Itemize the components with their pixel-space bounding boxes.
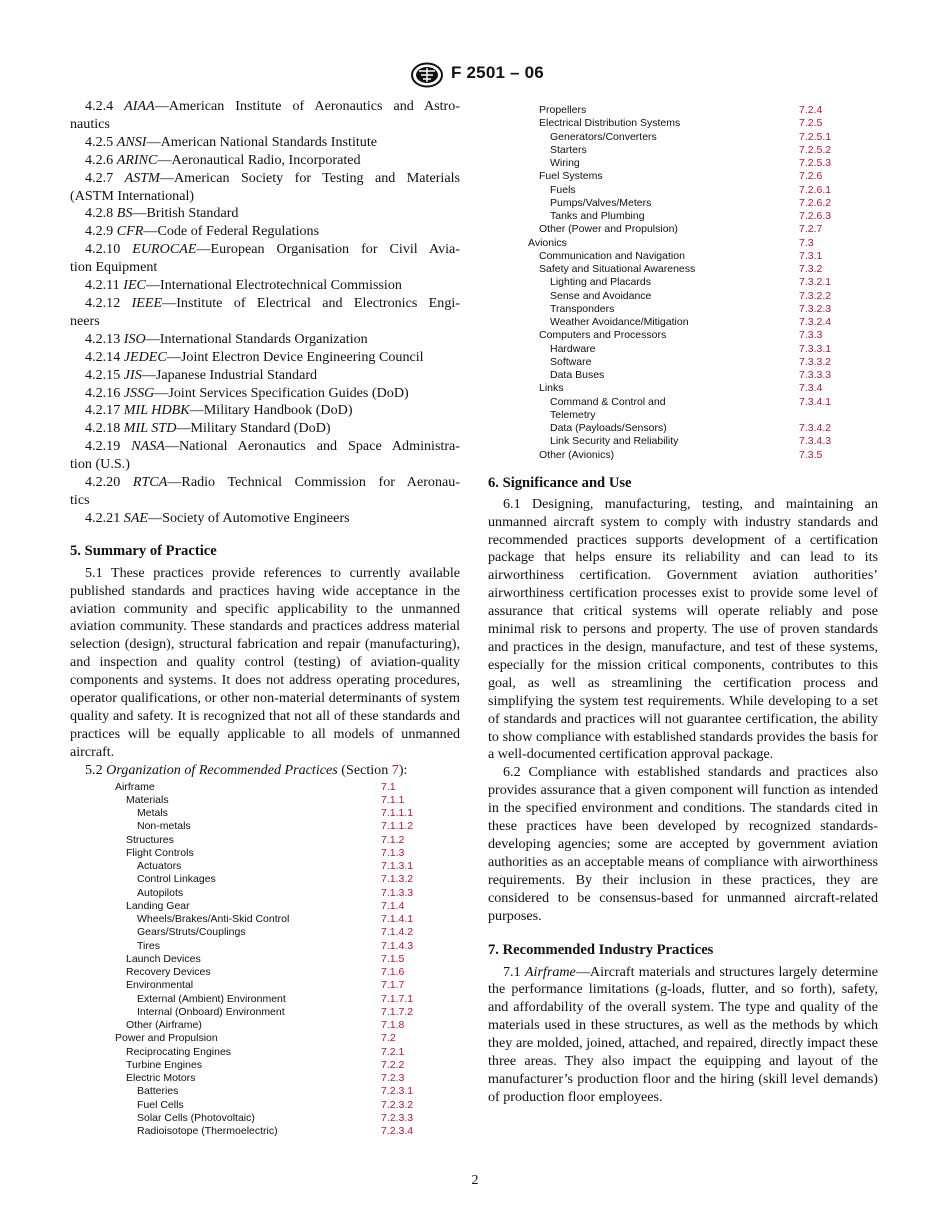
toc-label: Metals <box>137 807 168 820</box>
toc-row <box>488 316 878 329</box>
astm-logo-icon <box>410 62 444 88</box>
abbreviation-definition: —Joint Electron Device Engineering Council <box>166 348 424 365</box>
abbreviation-definition: —Society of Automotive Engineers <box>148 509 350 526</box>
toc-section-link[interactable]: 7.1.4.3 <box>381 939 414 952</box>
abbreviation-item <box>70 420 460 438</box>
toc-row <box>488 382 878 395</box>
toc-label: Software <box>550 355 592 368</box>
paragraph-text: (Section <box>341 761 392 778</box>
abbreviation-definition: —International Standards Organization <box>145 330 368 347</box>
toc-section-link[interactable]: 7.3.4.3 <box>799 435 832 448</box>
toc-row <box>488 237 878 250</box>
toc-row <box>488 369 878 382</box>
toc-row <box>488 104 878 117</box>
toc-row <box>488 144 878 157</box>
toc-section-link[interactable]: 7.3.2.4 <box>799 316 832 328</box>
toc-row <box>70 887 460 900</box>
toc-label: Computers and Processors <box>539 329 667 342</box>
toc-section-link[interactable]: 7.1.7.2 <box>381 1005 414 1018</box>
paragraph-6-1: 6.1 Designing, manufacturing, testing, and maintaining an unmanned aircraft system to comply with industry standards and recommended practices supports development of a certification package that helps ensure its reliability and can lead to its airworthiness certification. Government aviation authorities’ airworthiness certification processes exist to provide some level of assurance that critical systems will operate reliably and pose minimal risk to persons and property. The use of proven standards and practices in the design, manufacture, and test of these systems, especially for the mission critical components, contributes to this goal, as well as streamlining the certification process and simplifying the system test requirements. While developing to a set of standards and practices will not guarantee certification, the ability to show compliance with established standards provides the basis for a well-documented certification approval package. <box>488 495 878 763</box>
toc-row <box>70 1046 460 1059</box>
abbreviation-item <box>70 134 460 152</box>
toc-row <box>488 329 878 342</box>
abbreviation-item <box>70 152 460 170</box>
abbreviation-line <box>70 420 460 438</box>
abbreviation-term: EUROCAE <box>132 241 197 258</box>
toc-row <box>70 900 460 913</box>
toc-label: Fuels <box>550 183 576 196</box>
abbreviation-term: ARINC <box>116 151 158 168</box>
toc-section-link[interactable]: 7.3.5 <box>799 448 823 461</box>
abbreviation-line <box>70 152 460 170</box>
toc-label: Link Security and Reliability <box>550 435 679 448</box>
abbreviation-term: ANSI <box>116 133 147 150</box>
abbreviation-number: 4.2.17 <box>85 402 121 419</box>
paragraph-5-2 <box>70 762 460 780</box>
toc-label: Solar Cells (Photovoltaic) <box>137 1111 255 1124</box>
paragraph-5-1: 5.1 These practices provide references to currently available published standards and practices having wide acceptance in the aviation community and specific applicability to the unmanned aviation community. These standards and practices address material selection (design), structural fabrication and repair (manufacturing), and inspection and quality control (testing) of aviation-quality components and systems. It does not address operating procedures, operator qualifications, or other non-material determinants of system quality and safety. It is recognized that not all of these standards and practices will be equally applicable to all models of unmanned aircraft. <box>70 564 460 760</box>
toc-section-link[interactable]: 7.1.1 <box>381 793 405 806</box>
toc-label: Electric Motors <box>126 1072 196 1085</box>
abbreviation-definition: —National Aeronautics and Space Administra- <box>164 438 460 455</box>
toc-row <box>70 1006 460 1019</box>
toc-section-link[interactable]: 7.2.5 <box>799 117 823 130</box>
toc-label: Avionics <box>528 236 567 249</box>
abbreviation-definition: —European Organisation for Civil Avia- <box>196 241 460 258</box>
toc-section-link[interactable]: 7.2 <box>381 1032 396 1045</box>
toc-label: Fuel Cells <box>137 1098 184 1111</box>
toc-row <box>70 794 460 807</box>
toc-label: Turbine Engines <box>126 1058 203 1071</box>
abbreviation-definition: —American Institute of Aeronautics and Astro- <box>154 98 460 114</box>
toc-label: Pumps/Valves/Meters <box>550 196 652 209</box>
left-column <box>70 98 460 1138</box>
toc-section-link[interactable]: 7.1.4.1 <box>381 913 414 926</box>
toc-section-link[interactable]: 7.3.2.1 <box>799 276 832 289</box>
toc-section-link[interactable]: 7.1.7 <box>381 979 405 992</box>
abbreviation-term: AIAA <box>124 98 155 114</box>
toc-section-link[interactable]: 7.3.1 <box>799 249 823 262</box>
toc-row <box>488 223 878 236</box>
abbreviation-continuation: nautics <box>70 115 110 132</box>
toc-row <box>70 966 460 979</box>
abbreviation-definition: —Radio Technical Commission for Aeronau- <box>167 474 460 491</box>
toc-row <box>488 396 878 423</box>
toc-section-link[interactable]: 7.1.6 <box>381 966 405 979</box>
toc-row <box>70 1032 460 1045</box>
toc-label: External (Ambient) Environment <box>137 992 286 1005</box>
toc-label: Environmental <box>126 979 194 992</box>
toc-row <box>488 449 878 462</box>
toc-table-right <box>488 104 878 462</box>
toc-row <box>70 979 460 992</box>
abbreviation-line <box>70 134 460 152</box>
toc-row <box>70 807 460 820</box>
page-header <box>0 62 950 88</box>
toc-label: Generators/Converters <box>550 130 657 143</box>
abbreviation-item <box>70 223 460 241</box>
abbreviation-term: MIL HDBK <box>123 402 190 419</box>
toc-label: Batteries <box>137 1085 179 1098</box>
toc-section-link[interactable]: 7.2.7 <box>799 223 823 236</box>
toc-section-link[interactable]: 7.1.3 <box>381 846 405 859</box>
toc-row <box>70 1019 460 1032</box>
abbreviation-definition: —Code of Federal Regulations <box>143 223 320 240</box>
toc-label: Autopilots <box>137 886 184 899</box>
toc-section-link[interactable]: 7.3.4.1 <box>799 395 832 408</box>
toc-row <box>70 926 460 939</box>
toc-section-link[interactable]: 7.3.2.2 <box>799 289 832 302</box>
paragraph-number: 5.2 <box>85 761 103 778</box>
toc-label: Weather Avoidance/Mitigation <box>550 316 689 328</box>
abbreviation-line <box>70 98 460 116</box>
toc-section-link[interactable]: 7.2.6 <box>799 170 823 183</box>
toc-label: Starters <box>550 143 587 156</box>
toc-row <box>70 1072 460 1085</box>
toc-section-link[interactable]: 7.1.3.2 <box>381 873 414 886</box>
toc-section-link[interactable]: 7.1.3.3 <box>381 886 414 899</box>
abbreviation-number: 4.2.14 <box>85 348 121 365</box>
paragraph-6-2: 6.2 Compliance with established standards and practices also provides assurance that a given component will function as intended in the specified environment and conditions. The standards cited in these practices have been developed by recognized standards-developing agencies; some are accepted by government aviation authorities as an acceptable means of compliance with airworthiness requirements. By their inclusion in these practices, they are considered to be consensus-based for unmanned aircraft-related purposes. <box>488 764 878 924</box>
toc-row <box>488 290 878 303</box>
abbreviation-term: JEDEC <box>123 348 167 365</box>
toc-label: Data Buses <box>550 369 605 381</box>
toc-section-link[interactable]: 7.3.3.3 <box>799 369 832 381</box>
abbreviation-line <box>70 402 460 420</box>
toc-row <box>488 184 878 197</box>
abbreviation-line <box>70 241 460 259</box>
abbreviation-item <box>70 295 460 331</box>
paragraph-text: ): <box>398 761 408 778</box>
abbreviation-definition: —British Standard <box>132 205 239 222</box>
toc-section-link[interactable]: 7.3.2.3 <box>799 302 832 315</box>
paragraph-number: 7.1 <box>503 963 521 980</box>
abbreviation-number: 4.2.20 <box>85 474 121 491</box>
abbreviation-number: 4.2.4 <box>85 98 114 114</box>
toc-label: Fuel Systems <box>539 170 603 183</box>
abbreviation-line <box>70 349 460 367</box>
toc-section-link[interactable]: 7.2.6.3 <box>799 210 832 222</box>
toc-row <box>70 1099 460 1112</box>
toc-section-link[interactable]: 7.3.2 <box>799 263 823 275</box>
toc-section-link[interactable]: 7.2.6.2 <box>799 196 832 209</box>
toc-label: Launch Devices <box>126 952 201 965</box>
abbreviation-number: 4.2.6 <box>85 151 114 168</box>
page-number: 2 <box>471 1173 479 1188</box>
toc-section-link[interactable]: 7.2.3.3 <box>381 1111 414 1124</box>
paragraph-text: —Aircraft materials and structures largely determine the performance limitations (g-loads, flutter, and so forth), safety, and affordability of the overall system. The type and quality of the materials used in these structures, as well as the methods by which they are molded, joined, attached, and repaired, directly impact these three areas. They also impact the equipping and layout of the manufacturer’s production floor and the hiring (skill level demands) of production floor employees. <box>488 963 878 1105</box>
paragraph-title: Organization of Recommended Practices <box>106 761 338 778</box>
toc-section-link[interactable]: 7.2.3 <box>381 1072 405 1085</box>
toc-section-link[interactable]: 7.2.5.3 <box>799 157 832 169</box>
toc-label: Radioisotope (Thermoelectric) <box>137 1125 278 1138</box>
toc-section-link[interactable]: 7.1.2 <box>381 833 405 846</box>
toc-label: Gears/Struts/Couplings <box>137 926 246 939</box>
abbreviation-term: BS <box>116 205 133 222</box>
toc-row <box>488 170 878 183</box>
toc-section-link[interactable]: 7.2.4 <box>799 104 823 116</box>
abbreviation-term: RTCA <box>132 474 168 491</box>
toc-section-link[interactable]: 7.1.7.1 <box>381 992 414 1005</box>
toc-label: Communication and Navigation <box>539 249 685 262</box>
toc-label: Actuators <box>137 860 182 873</box>
abbreviation-number: 4.2.8 <box>85 205 114 222</box>
toc-row <box>70 820 460 833</box>
toc-section-link[interactable]: 7.3.3.2 <box>799 355 832 368</box>
abbreviation-term: SAE <box>123 509 149 526</box>
toc-section-link[interactable]: 7.2.5.1 <box>799 130 832 143</box>
toc-section-link[interactable]: 7.2.3.1 <box>381 1085 414 1098</box>
toc-label: Tires <box>137 939 160 952</box>
abbreviation-number: 4.2.11 <box>85 277 120 294</box>
toc-label: Airframe <box>115 780 155 793</box>
paragraph-title: Airframe <box>524 963 576 980</box>
abbreviation-line <box>70 205 460 223</box>
toc-row <box>70 1125 460 1138</box>
toc-label: Non-metals <box>137 820 191 833</box>
toc-row <box>70 847 460 860</box>
abbreviation-item <box>70 331 460 349</box>
toc-row <box>70 834 460 847</box>
toc-label: Control Linkages <box>137 873 216 886</box>
abbreviation-continuation: (ASTM International) <box>70 187 195 204</box>
abbreviation-number: 4.2.19 <box>85 438 121 455</box>
toc-label: Transponders <box>550 302 615 315</box>
toc-label: Materials <box>126 793 169 806</box>
toc-row <box>70 860 460 873</box>
section-5-heading: 5. Summary of Practice <box>70 542 217 559</box>
toc-label: Safety and Situational Awareness <box>539 263 696 275</box>
abbreviation-item <box>70 349 460 367</box>
abbreviation-line <box>70 474 460 492</box>
section-7-link[interactable]: 7 <box>391 761 399 778</box>
toc-section-link[interactable]: 7.2.3.2 <box>381 1098 414 1111</box>
abbreviation-line <box>70 170 460 188</box>
toc-section-link[interactable]: 7.2.2 <box>381 1058 405 1071</box>
toc-label: Electrical Distribution Systems <box>539 117 681 130</box>
toc-label: Other (Airframe) <box>126 1019 202 1032</box>
toc-row <box>488 197 878 210</box>
abbreviation-item <box>70 367 460 385</box>
section-6-heading: 6. Significance and Use <box>488 474 632 491</box>
toc-section-link[interactable]: 7.3.4.2 <box>799 422 832 434</box>
toc-label: Internal (Onboard) Environment <box>137 1005 285 1018</box>
toc-label: Sense and Avoidance <box>550 289 652 302</box>
toc-label: Propellers <box>539 104 587 116</box>
abbreviation-line <box>70 277 460 295</box>
toc-section-link[interactable]: 7.3.3 <box>799 329 823 342</box>
abbreviation-number: 4.2.10 <box>85 241 121 258</box>
abbreviation-term: IEEE <box>131 294 163 311</box>
abbreviation-number: 4.2.18 <box>85 420 121 437</box>
abbreviation-definition: —Military Handbook (DoD) <box>189 402 353 419</box>
toc-label: Landing Gear <box>126 899 190 912</box>
toc-row <box>70 1112 460 1125</box>
abbreviation-line <box>70 438 460 456</box>
toc-section-link[interactable]: 7.1.1.1 <box>381 807 414 820</box>
abbreviation-line <box>70 223 460 241</box>
toc-section-link[interactable]: 7.1.5 <box>381 952 405 965</box>
toc-row <box>488 263 878 276</box>
toc-row <box>488 422 878 435</box>
toc-row <box>488 343 878 356</box>
abbreviation-continuation: tion Equipment <box>70 259 158 276</box>
abbreviation-definition: —Institute of Electrical and Electronics Engi- <box>162 294 460 311</box>
toc-section-link[interactable]: 7.1.4.2 <box>381 926 414 939</box>
abbreviation-definition: —Joint Services Specification Guides (DoD) <box>154 384 409 401</box>
toc-row <box>70 953 460 966</box>
abbreviation-number: 4.2.15 <box>85 366 121 383</box>
abbreviation-number: 4.2.12 <box>85 294 121 311</box>
toc-row <box>70 993 460 1006</box>
abbreviation-item <box>70 438 460 474</box>
toc-label: Hardware <box>550 342 596 355</box>
abbreviation-item <box>70 277 460 295</box>
toc-section-link[interactable]: 7.3.4 <box>799 382 823 395</box>
abbreviation-term: IEC <box>123 277 146 294</box>
toc-label: Tanks and Plumbing <box>550 210 645 222</box>
section-7-heading: 7. Recommended Industry Practices <box>488 941 714 958</box>
toc-row <box>488 250 878 263</box>
abbreviation-item <box>70 170 460 206</box>
toc-section-link[interactable]: 7.1.4 <box>381 899 405 912</box>
paragraph-7-1 <box>488 964 878 1107</box>
toc-section-link[interactable]: 7.1.8 <box>381 1019 405 1032</box>
abbreviation-term: NASA <box>131 438 165 455</box>
toc-row <box>488 157 878 170</box>
abbreviation-item <box>70 474 460 510</box>
abbreviation-item <box>70 402 460 420</box>
abbreviation-item <box>70 205 460 223</box>
toc-label: Reciprocating Engines <box>126 1045 232 1058</box>
abbreviation-item <box>70 241 460 277</box>
toc-row <box>488 117 878 130</box>
abbreviation-definition: —American National Standards Institute <box>146 133 377 150</box>
abbreviation-continuation: tics <box>70 491 90 508</box>
toc-row <box>70 913 460 926</box>
toc-section-link[interactable]: 7.1 <box>381 780 396 793</box>
toc-section-link[interactable]: 7.1.3.1 <box>381 860 414 873</box>
toc-table-left <box>70 781 460 1139</box>
toc-label: Power and Propulsion <box>115 1032 218 1045</box>
toc-row <box>488 356 878 369</box>
abbreviation-line <box>70 510 460 528</box>
abbreviation-item <box>70 510 460 528</box>
abbreviation-number: 4.2.7 <box>85 169 114 186</box>
abbreviation-definition: —International Electrotechnical Commission <box>145 277 402 294</box>
toc-row <box>70 940 460 953</box>
toc-row <box>70 1059 460 1072</box>
toc-row <box>70 781 460 794</box>
abbreviation-number: 4.2.13 <box>85 330 121 347</box>
toc-row <box>70 1085 460 1098</box>
abbreviation-line <box>70 385 460 403</box>
abbreviation-term: JIS <box>123 366 142 383</box>
toc-label: Data (Payloads/Sensors) <box>550 422 667 434</box>
toc-section-link[interactable]: 7.3.3.1 <box>799 342 832 355</box>
toc-label: Lighting and Placards <box>550 276 651 289</box>
abbreviation-continuation: neers <box>70 312 100 329</box>
abbreviation-line <box>70 331 460 349</box>
abbreviation-term: ISO <box>123 330 146 347</box>
toc-section-link[interactable]: 7.2.1 <box>381 1045 405 1058</box>
toc-label: Wiring <box>550 157 580 169</box>
abbreviation-definition: —Aeronautical Radio, Incorporated <box>157 151 361 168</box>
toc-row <box>488 131 878 144</box>
abbreviation-definition: —American Society for Testing and Materials <box>159 169 460 186</box>
abbreviation-list <box>70 98 460 528</box>
toc-label: Command & Control and <box>550 395 666 408</box>
document-id: F 2501 – 06 <box>451 63 544 82</box>
toc-label: Other (Power and Propulsion) <box>539 223 678 236</box>
toc-row <box>488 276 878 289</box>
abbreviation-definition: —Japanese Industrial Standard <box>141 366 318 383</box>
abbreviation-number: 4.2.16 <box>85 384 121 401</box>
toc-label: Links <box>539 382 564 395</box>
toc-row <box>488 303 878 316</box>
abbreviation-definition: —Military Standard (DoD) <box>176 420 331 437</box>
toc-section-link[interactable]: 7.2.5.2 <box>799 143 832 156</box>
abbreviation-term: ASTM <box>124 169 160 186</box>
abbreviation-number: 4.2.5 <box>85 133 114 150</box>
abbreviation-term: MIL STD <box>123 420 177 437</box>
toc-label-continuation: Telemetry <box>550 408 596 421</box>
toc-label: Flight Controls <box>126 846 194 859</box>
abbreviation-number: 4.2.21 <box>85 509 121 526</box>
toc-label: Recovery Devices <box>126 966 211 979</box>
abbreviation-item <box>70 98 460 134</box>
abbreviation-line <box>70 295 460 313</box>
toc-row <box>488 210 878 223</box>
abbreviation-number: 4.2.9 <box>85 223 114 240</box>
abbreviation-line <box>70 367 460 385</box>
abbreviation-continuation: tion (U.S.) <box>70 456 130 473</box>
toc-label: Structures <box>126 833 174 846</box>
toc-row <box>488 435 878 448</box>
toc-section-link[interactable]: 7.2.3.4 <box>381 1125 414 1138</box>
toc-row <box>70 873 460 886</box>
toc-label: Wheels/Brakes/Anti-Skid Control <box>137 913 290 926</box>
toc-section-link[interactable]: 7.3 <box>799 236 814 249</box>
toc-section-link[interactable]: 7.2.6.1 <box>799 183 832 196</box>
abbreviation-term: CFR <box>116 223 144 240</box>
right-column <box>488 98 878 1107</box>
abbreviation-item <box>70 385 460 403</box>
toc-label: Other (Avionics) <box>539 448 615 461</box>
abbreviation-term: JSSG <box>123 384 155 401</box>
toc-section-link[interactable]: 7.1.1.2 <box>381 820 414 833</box>
